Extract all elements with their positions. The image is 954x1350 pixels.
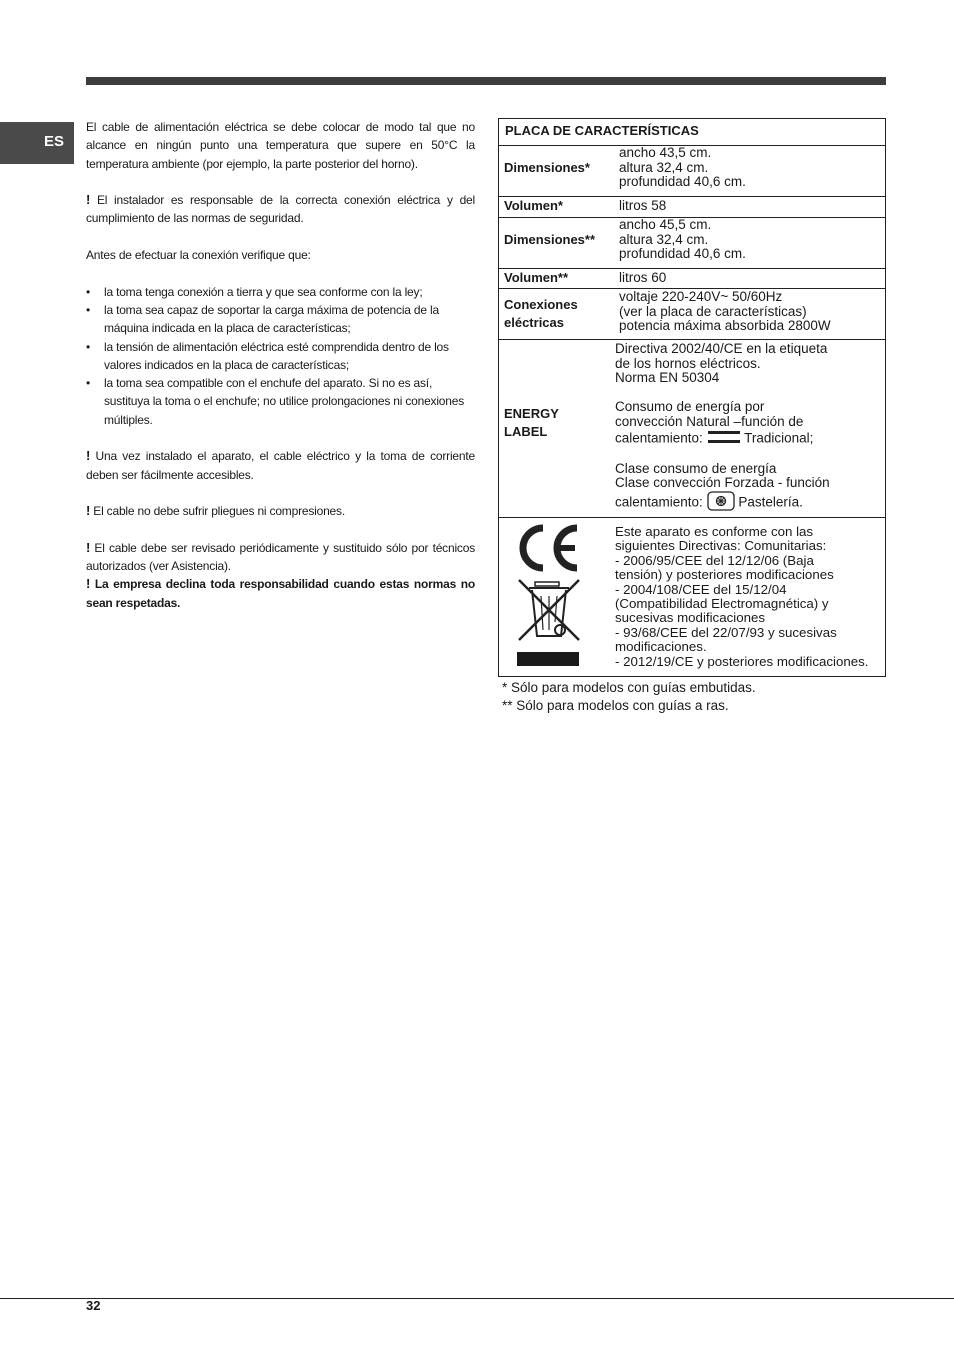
value-text: calentamiento: (615, 429, 703, 445)
paragraph-liability-text: La empresa declina toda responsabilidad cuando estas normas no sean respetadas. (86, 577, 475, 610)
table-row-volume-2 (499, 269, 885, 289)
label-volume-2: Volumen** (504, 270, 569, 285)
value-line: (Compatibilidad Electromagnética) y (615, 596, 829, 612)
paragraph-no-folds (86, 502, 475, 520)
traditional-heating-icon (707, 430, 741, 448)
value-line: Clase convección Forzada - función (615, 475, 830, 491)
label-line: ENERGY (504, 406, 559, 421)
paragraph-accessible (86, 447, 475, 484)
paragraph-no-folds-text: El cable no debe sufrir pliegues ni compresiones. (90, 504, 345, 519)
value-line: ancho 45,5 cm. (619, 217, 712, 232)
value-volume-1: litros 58 (619, 198, 667, 213)
paragraph-verify: Antes de efectuar la conexión verifique que: (86, 248, 311, 263)
list-item: • la tensión de alimentación eléctrica esté comprendida dentro de los valores indicados en la placa de características; (86, 338, 475, 375)
table-row-directives (499, 518, 885, 676)
label-line: LABEL (504, 424, 548, 439)
footer-rule (0, 1298, 954, 1299)
paragraph-cable-temperature: El cable de alimentación eléctrica se debe colocar de modo tal que no alcance en ningún punto una temperatura que supere en 50°C la temperatura ambiente (por ejemplo, la parte posterior del horno). (86, 120, 475, 171)
verification-list (86, 283, 475, 429)
table-header-row (499, 119, 885, 146)
table-row-dimensions-1 (499, 146, 885, 197)
label-electrical (504, 296, 578, 332)
value-line: de los hornos eléctricos. (615, 355, 761, 371)
table-title: PLACA DE CARACTERÍSTICAS (505, 123, 699, 138)
value-line: Norma EN 50304 (615, 370, 720, 386)
value-line: - 93/68/CEE del 22/07/93 y sucesivas (615, 624, 837, 640)
value-electrical (619, 290, 881, 334)
page-number: 32 (86, 1298, 101, 1313)
header-rule (86, 77, 886, 85)
value-line: altura 32,4 cm. (619, 159, 709, 175)
value-line: tensión) y posteriores modificaciones (615, 567, 834, 583)
paragraph-inspection-text: El cable debe ser revisado periódicamente y sustituido sólo por técnicos autorizados (ver Asistencia). (86, 540, 475, 574)
value-dimensions-1 (619, 146, 881, 190)
value-directives (615, 525, 881, 669)
label-dimensions-1: Dimensiones* (504, 160, 590, 175)
pastry-heating-icon (707, 491, 735, 515)
value-line: - 2012/19/CE y posteriores modificaciones. (615, 653, 869, 669)
list-item: • la toma sea capaz de soportar la carga máxima de potencia de la máquina indicada en la placa de características; (86, 301, 475, 338)
installation-instructions (86, 118, 475, 630)
list-item: • la toma tenga conexión a tierra y que sea conforme con la ley; (86, 283, 475, 301)
table-row-energy-label (499, 340, 885, 518)
value-line: - 2004/108/CEE del 15/12/04 (615, 581, 787, 597)
paragraph-liability (86, 575, 475, 612)
value-line: siguientes Directivas: Comunitarias: (615, 538, 827, 554)
value-volume-2: litros 60 (619, 270, 667, 285)
table-row-volume-1 (499, 197, 885, 218)
warning-mark: ! (86, 503, 91, 519)
table-row-electrical (499, 289, 885, 340)
value-line (615, 491, 881, 515)
warning-mark: ! (86, 539, 91, 555)
value-line: ancho 43,5 cm. (619, 145, 712, 160)
value-line: sucesivas modificaciones (615, 610, 766, 626)
value-line: convección Natural –función de (615, 413, 804, 429)
label-energy (504, 405, 559, 441)
footnote: * Sólo para modelos con guías embutidas. (502, 680, 756, 695)
value-line: profundidad 40,6 cm. (619, 174, 746, 190)
footnote: ** Sólo para modelos con guías a ras. (502, 698, 729, 713)
footnotes (502, 679, 756, 715)
warning-mark: ! (86, 448, 91, 464)
value-line: Clase consumo de energía (615, 460, 777, 476)
value-line: Consumo de energía por (615, 399, 765, 415)
warning-mark: ! (86, 576, 91, 592)
value-line: potencia máxima absorbida 2800W (619, 318, 831, 334)
warning-mark: ! (86, 192, 91, 208)
value-line: (ver la placa de características) (619, 303, 807, 319)
paragraph-accessible-text: Una vez instalado el aparato, el cable eléctrico y la toma de corriente deben ser fácilmente accesibles. (86, 449, 475, 482)
value-line (615, 430, 881, 448)
weee-bin-icon (517, 578, 581, 674)
value-line: - 2006/95/CEE del 12/12/06 (Baja (615, 552, 814, 568)
table-row-dimensions-2 (499, 218, 885, 269)
ce-mark-icon (515, 522, 581, 578)
label-line: eléctricas (504, 315, 564, 330)
value-line: Directiva 2002/40/CE en la etiqueta (615, 341, 828, 356)
value-line: modificaciones. (615, 639, 707, 655)
language-tab (0, 122, 74, 164)
paragraph-inspection (86, 539, 475, 576)
value-line: profundidad 40,6 cm. (619, 246, 746, 262)
label-volume-1: Volumen* (504, 198, 563, 213)
value-dimensions-2 (619, 218, 881, 262)
value-line: Este aparato es conforme con las (615, 524, 814, 539)
value-text: Pastelería. (738, 494, 803, 510)
label-line: Conexiones (504, 297, 578, 312)
value-energy (615, 342, 881, 515)
label-dimensions-2: Dimensiones** (504, 232, 596, 247)
paragraph-installer-text: El instalador es responsable de la correcta conexión eléctrica y del cumplimiento de las normas de seguridad. (86, 193, 475, 226)
list-item: • la toma sea compatible con el enchufe del aparato. Si no es así, sustituya la toma o el enchufe; no utilice prolongaciones ni conexiones múltiples. (86, 374, 475, 429)
paragraph-installer (86, 191, 475, 228)
value-line: voltaje 220-240V~ 50/60Hz (619, 289, 783, 304)
value-text: calentamiento: (615, 494, 703, 510)
language-code: ES (44, 133, 65, 150)
characteristics-table (498, 118, 886, 677)
value-line: altura 32,4 cm. (619, 231, 709, 247)
value-text: Tradicional; (744, 429, 814, 445)
